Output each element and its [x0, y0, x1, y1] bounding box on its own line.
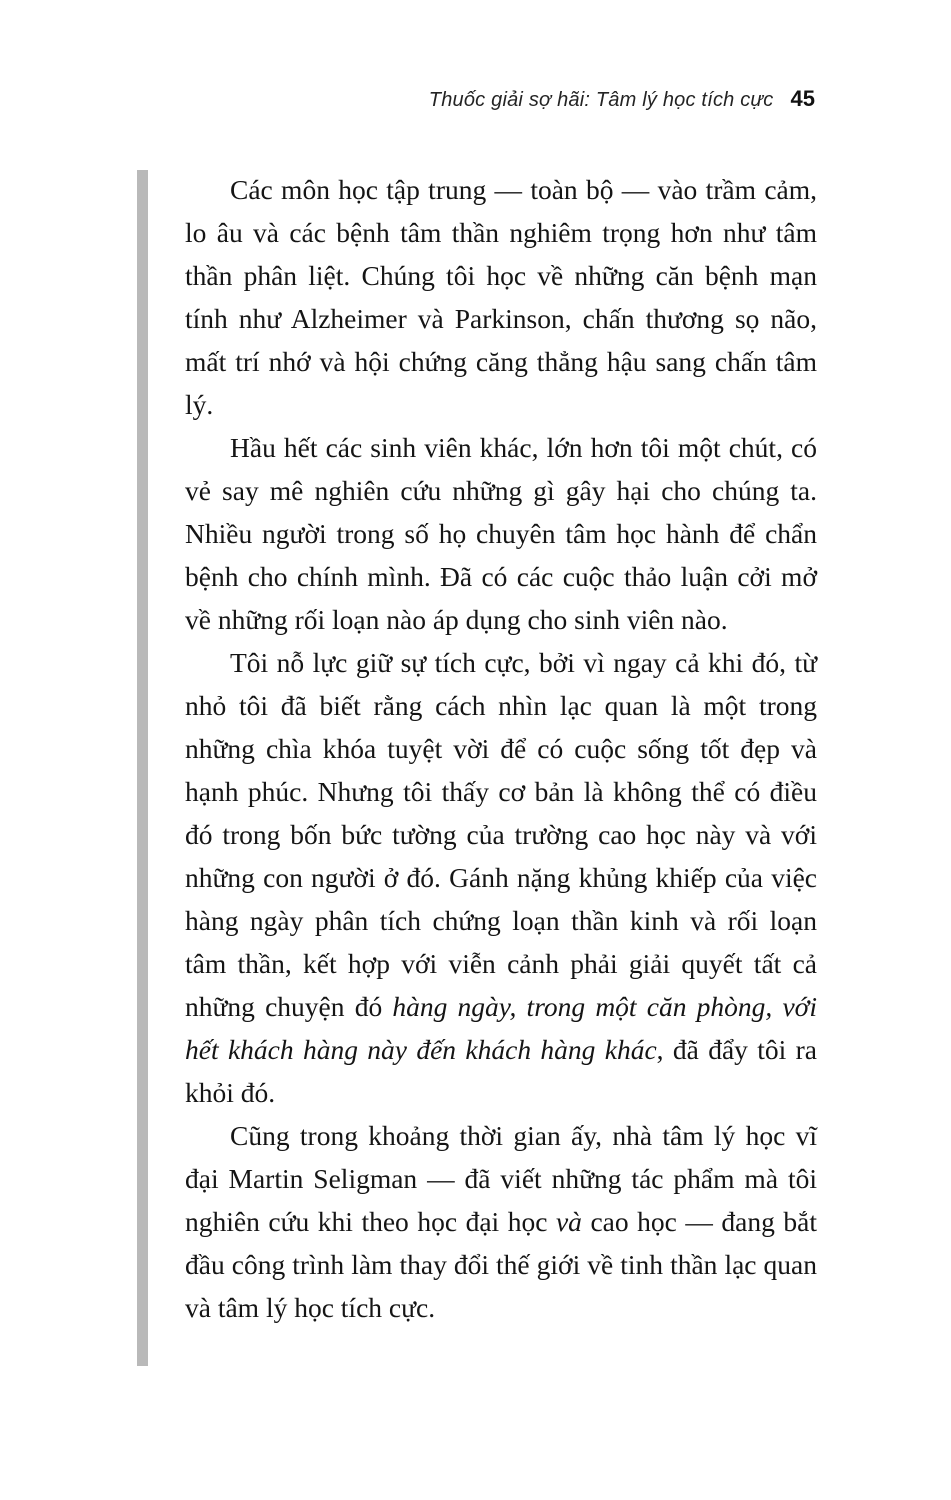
text-run: Các môn học tập trung — toàn bộ — vào trầm cảm, lo âu và các bệnh tâm thần nghiêm trọng hơn như tâm thần phân liệt. Chúng tôi học về những căn bệnh mạn tính như Alzheimer và Parkinson, chấn thương sọ não, mất trí nhớ và hội chứng căng thẳng hậu sang chấn tâm lý.: [185, 174, 817, 420]
text-run: cao học — đang bắt đầu công trình làm thay đổi thế giới về tinh thần lạc quan và tâm lý học tích cực.: [185, 1206, 818, 1323]
italic-text-run: và: [555, 1206, 582, 1237]
paragraph: [185, 641, 817, 1114]
paragraph: [185, 168, 817, 426]
text-run: Hầu hết các sinh viên khác, lớn hơn tôi một chút, có vẻ say mê nghiên cứu những gì gây hại cho chúng ta. Nhiều người trong số họ chuyên tâm học hành để chẩn bệnh cho chính mình. Đã có các cuộc thảo luận cởi mở về những rối loạn nào áp dụng cho sinh viên nào.: [185, 432, 817, 635]
paragraph: [185, 1114, 817, 1329]
italic-text-run: hàng ngày, trong một căn phòng, với hết khách hàng này đến khách hàng khác: [185, 991, 817, 1065]
text-run: , đã đẩy tôi ra khỏi đó.: [185, 1034, 817, 1108]
text-run: Tôi nỗ lực giữ sự tích cực, bởi vì ngay cả khi đó, từ nhỏ tôi đã biết rằng cách nhìn lạc quan là một trong những chìa khóa tuyệt vời để có cuộc sống tốt đẹp và hạnh phúc. Nhưng tôi thấy cơ bản là không thể có điều đó trong bốn bức tường của trường cao học này và với những con người ở đó. Gánh nặng khủng khiếp của việc hàng ngày phân tích chứng loạn thần kinh và rối loạn tâm thần, kết hợp với viễn cảnh phải giải quyết tất cả những chuyện đó: [185, 647, 817, 1022]
body-text: [185, 168, 817, 1329]
page-number: 45: [790, 86, 815, 111]
running-header: [185, 86, 815, 112]
running-title: Thuốc giải sợ hãi: Tâm lý học tích cực: [428, 89, 774, 111]
margin-accent-bar: [137, 170, 148, 1366]
text-run: Cũng trong khoảng thời gian ấy, nhà tâm lý học vĩ đại Martin Seligman — đã viết những tác phẩm mà tôi nghiên cứu khi theo học đại học: [185, 1120, 817, 1237]
paragraph: [185, 426, 817, 641]
